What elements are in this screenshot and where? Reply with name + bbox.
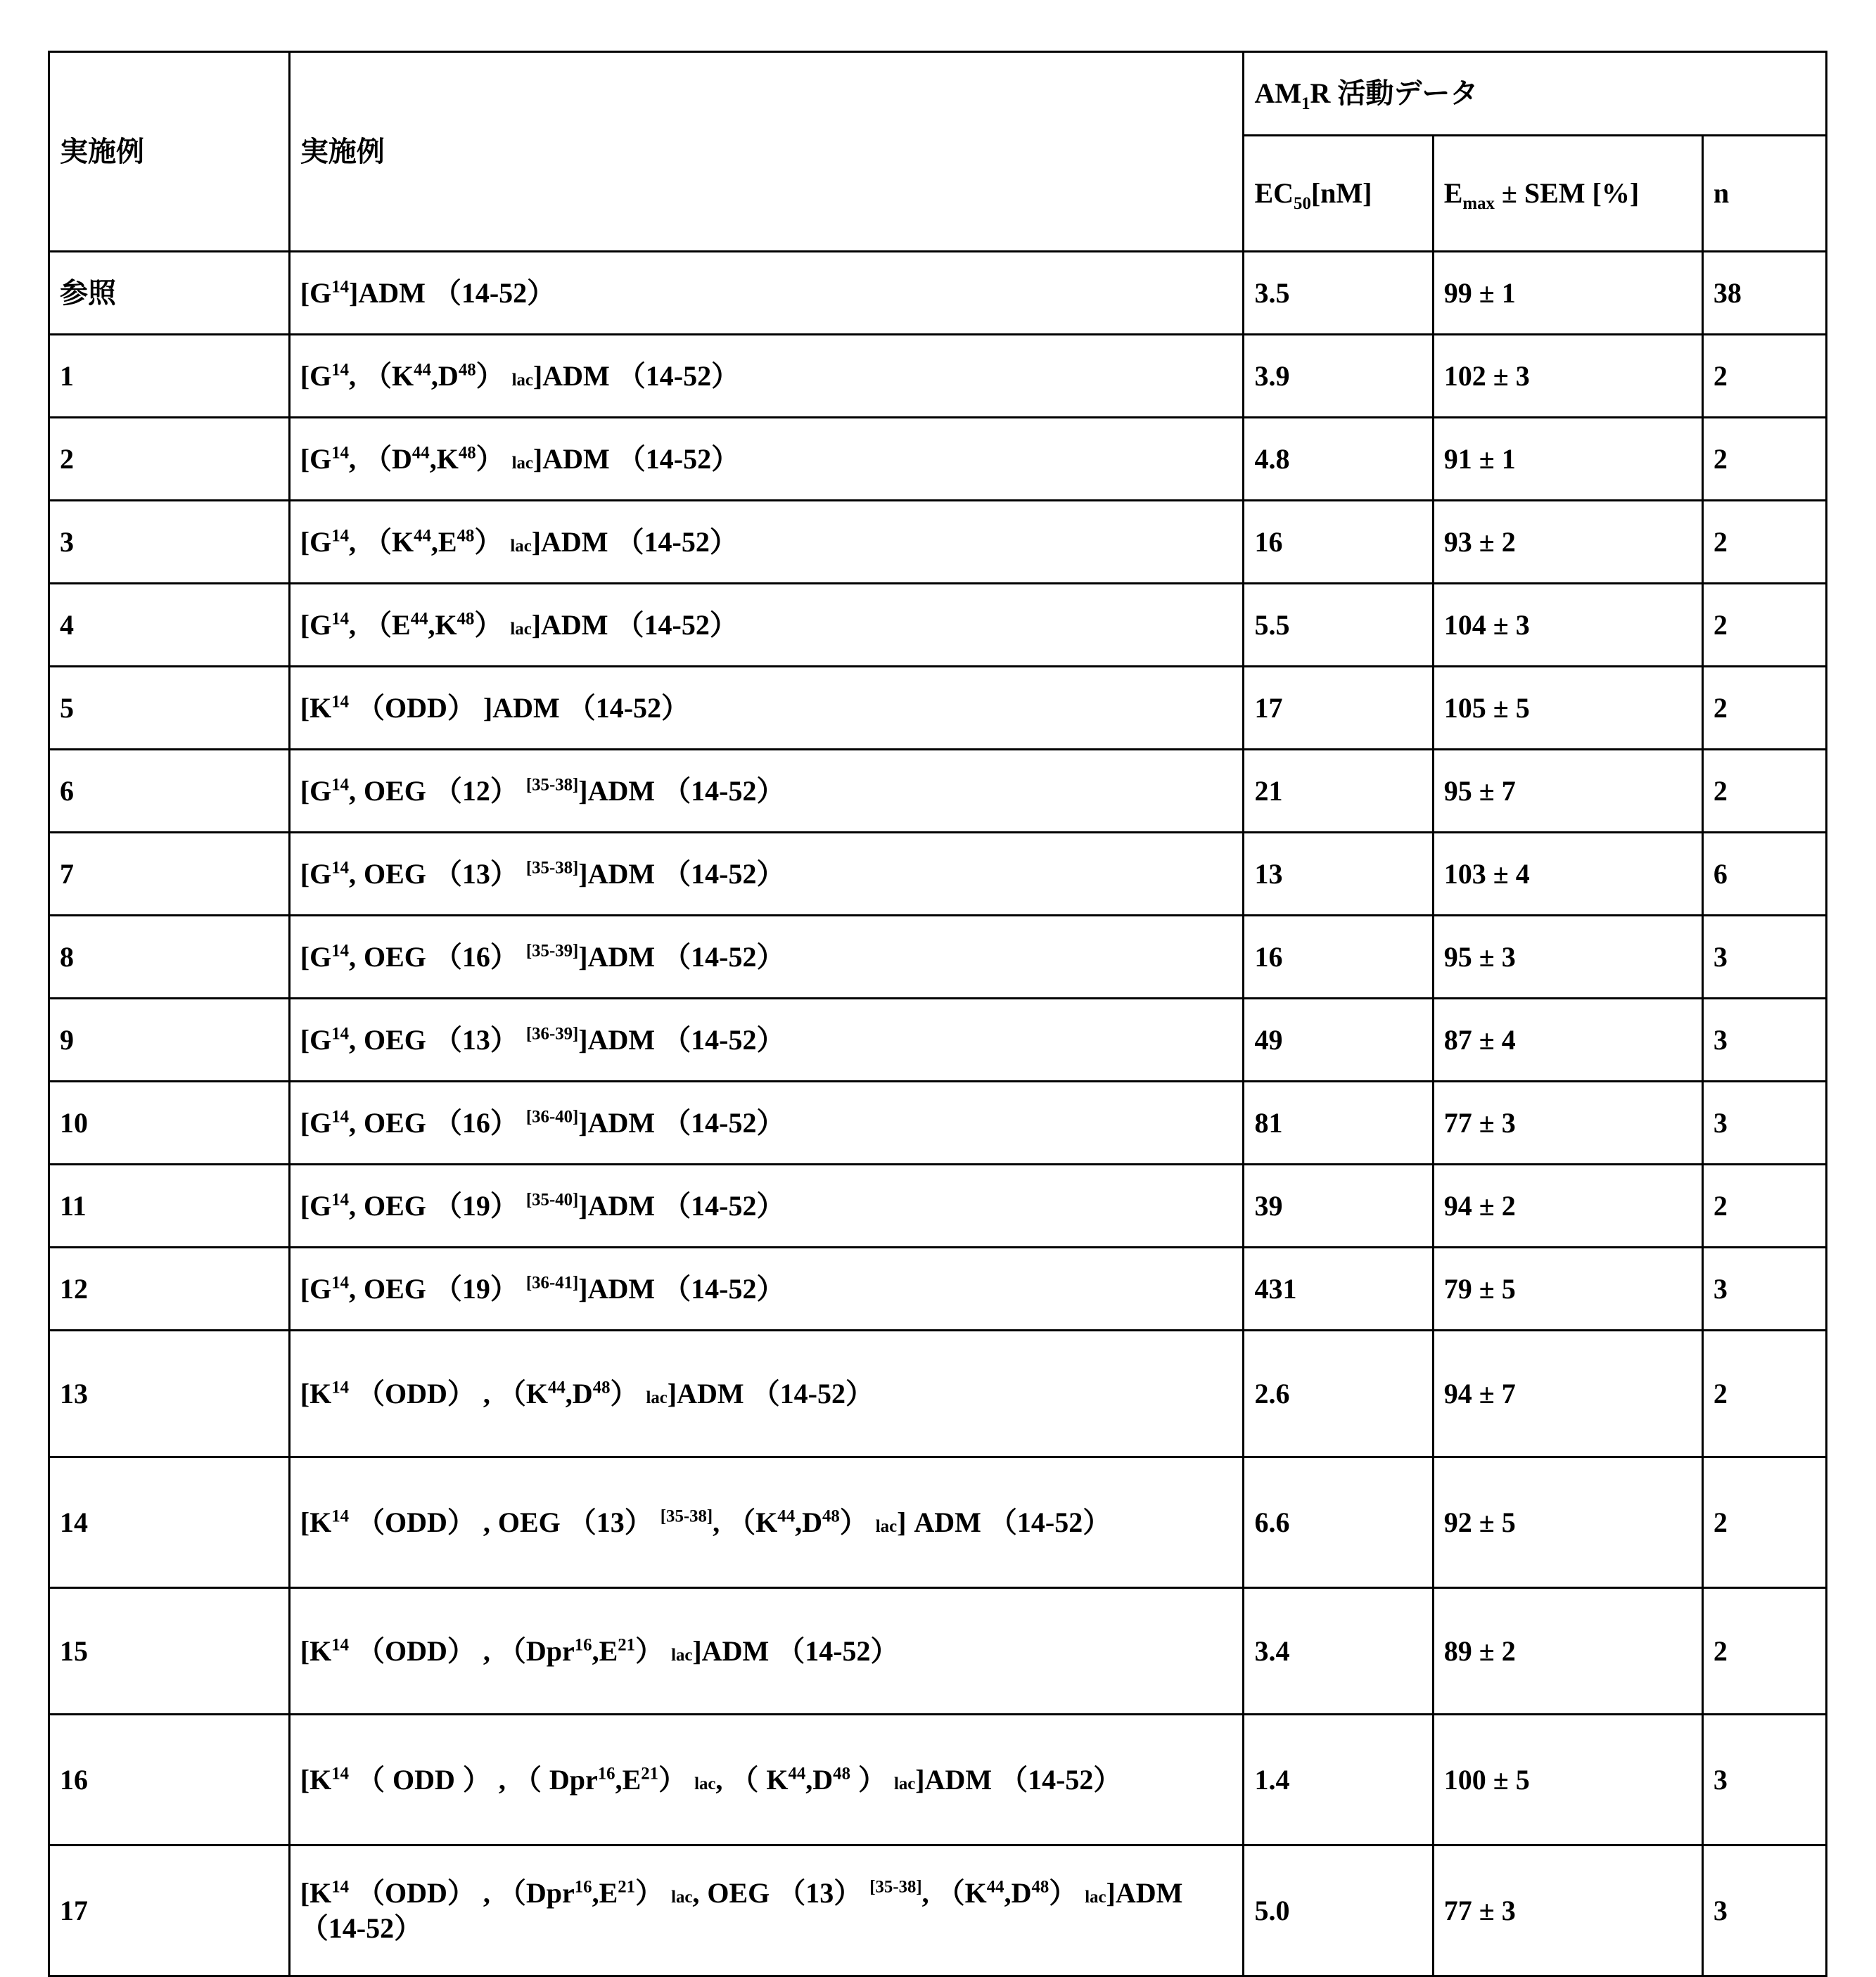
table-row: [49, 999, 1827, 1082]
cell-emax: 77 ± 3: [1433, 1845, 1702, 1976]
cell-emax: 95 ± 7: [1433, 750, 1702, 833]
cell-example-no: 2: [49, 418, 290, 501]
cell-ec50: 5.5: [1244, 584, 1433, 667]
cell-emax: 95 ± 3: [1433, 916, 1702, 999]
table-row: [49, 750, 1827, 833]
cell-sequence: [$K^{14}$ （ODD） , $(Dpr^{16},E^{21})$ lac, OEG （13） [35-38], $(K^{44},D^{48})$ lac]ADM （14-52）: [289, 1845, 1244, 1976]
cell-n: 3: [1702, 1082, 1826, 1165]
cell-example-no: 13: [49, 1331, 290, 1457]
cell-ec50: 5.0: [1244, 1845, 1433, 1976]
cell-ec50: 17: [1244, 667, 1433, 750]
cell-n: 2: [1702, 584, 1826, 667]
cell-n: 6: [1702, 833, 1826, 916]
cell-example-no: 1: [49, 335, 290, 418]
cell-sequence: [$K^{14}$ （ODD） , $(Dpr^{16},E^{21})$ lac]ADM （14-52）: [289, 1588, 1244, 1715]
cell-emax: 93 ± 2: [1433, 501, 1702, 584]
header-example: [289, 52, 1244, 252]
table-row: [49, 335, 1827, 418]
table-row: [49, 916, 1827, 999]
header-n-label: n: [1713, 177, 1730, 209]
cell-example-no: 11: [49, 1165, 290, 1248]
cell-sequence: [$G^{14}$, OEG （13） [35-38]]ADM （14-52）: [289, 833, 1244, 916]
cell-sequence: [$G^{14}$, OEG （16） [35-39]]ADM （14-52）: [289, 916, 1244, 999]
cell-example-no: 12: [49, 1248, 290, 1331]
cell-emax: 92 ± 5: [1433, 1457, 1702, 1588]
cell-emax: 79 ± 5: [1433, 1248, 1702, 1331]
table-row: [49, 1588, 1827, 1715]
table-header-row-group: [49, 52, 1827, 136]
cell-n: 2: [1702, 501, 1826, 584]
cell-example-no: 5: [49, 667, 290, 750]
cell-n: 3: [1702, 1845, 1826, 1976]
cell-sequence: [$K^{14}$ （ODD） , $(K^{44},D^{48})$ lac]ADM （14-52）: [289, 1331, 1244, 1457]
table-row: [49, 584, 1827, 667]
header-example-no: [49, 52, 290, 252]
cell-n: 2: [1702, 667, 1826, 750]
cell-ec50: 3.4: [1244, 1588, 1433, 1715]
header-activity-group: $AM_1R$ 活動データ: [1244, 52, 1827, 136]
cell-example-no: 8: [49, 916, 290, 999]
cell-example-no: 参照: [49, 252, 290, 335]
cell-ec50: 4.8: [1244, 418, 1433, 501]
cell-emax: 99 ± 1: [1433, 252, 1702, 335]
cell-example-no: 16: [49, 1715, 290, 1845]
cell-sequence: [$G^{14}$, OEG （19） [35-40]]ADM （14-52）: [289, 1165, 1244, 1248]
table-row: [49, 833, 1827, 916]
cell-ec50: 81: [1244, 1082, 1433, 1165]
table-row: [49, 418, 1827, 501]
cell-example-no: 14: [49, 1457, 290, 1588]
header-n: [1702, 136, 1826, 252]
cell-sequence: [$K^{14}$ （ODD） ]ADM （14-52）: [289, 667, 1244, 750]
cell-ec50: 431: [1244, 1248, 1433, 1331]
cell-emax: 89 ± 2: [1433, 1588, 1702, 1715]
cell-example-no: 3: [49, 501, 290, 584]
cell-ec50: 2.6: [1244, 1331, 1433, 1457]
cell-emax: 103 ± 4: [1433, 833, 1702, 916]
cell-n: 2: [1702, 418, 1826, 501]
table-row: [49, 1845, 1827, 1976]
cell-sequence: $[G^{14}]ADM$ （14-52）: [289, 252, 1244, 335]
header-example-no-label: 実施例: [60, 135, 144, 167]
cell-n: 2: [1702, 1588, 1826, 1715]
cell-example-no: 6: [49, 750, 290, 833]
cell-emax: 100 ± 5: [1433, 1715, 1702, 1845]
header-emax: $E_{max}$ ± SEM [%]: [1433, 136, 1702, 252]
cell-emax: 105 ± 5: [1433, 667, 1702, 750]
header-example-label: 実施例: [300, 135, 385, 167]
cell-emax: 104 ± 3: [1433, 584, 1702, 667]
table-row: [49, 667, 1827, 750]
table-row: [49, 501, 1827, 584]
cell-ec50: 16: [1244, 916, 1433, 999]
table-row: [49, 1165, 1827, 1248]
cell-example-no: 10: [49, 1082, 290, 1165]
cell-ec50: 21: [1244, 750, 1433, 833]
table-row: [49, 1331, 1827, 1457]
table-row: [49, 1248, 1827, 1331]
header-ec50: $EC_{50}[nM]$: [1244, 136, 1433, 252]
cell-sequence: [$G^{14}$, $(K^{44},E^{48})$ lac]ADM （14-52）: [289, 501, 1244, 584]
cell-emax: 94 ± 2: [1433, 1165, 1702, 1248]
cell-sequence: [$G^{14}$, $(K^{44},D^{48})$ lac]ADM （14-52）: [289, 335, 1244, 418]
cell-ec50: 16: [1244, 501, 1433, 584]
cell-example-no: 17: [49, 1845, 290, 1976]
cell-n: 3: [1702, 916, 1826, 999]
cell-n: 2: [1702, 335, 1826, 418]
cell-sequence: [$G^{14}$, OEG （12） [35-38]]ADM （14-52）: [289, 750, 1244, 833]
cell-n: 38: [1702, 252, 1826, 335]
cell-ec50: 6.6: [1244, 1457, 1433, 1588]
cell-n: 3: [1702, 1248, 1826, 1331]
cell-example-no: 4: [49, 584, 290, 667]
cell-emax: 77 ± 3: [1433, 1082, 1702, 1165]
table-row: [49, 1715, 1827, 1845]
cell-emax: 94 ± 7: [1433, 1331, 1702, 1457]
table-row: [49, 1082, 1827, 1165]
cell-ec50: 3.9: [1244, 335, 1433, 418]
cell-ec50: 3.5: [1244, 252, 1433, 335]
cell-sequence: [$G^{14}$, OEG （13） [36-39]]ADM （14-52）: [289, 999, 1244, 1082]
table-body: [49, 252, 1827, 1976]
cell-emax: 91 ± 1: [1433, 418, 1702, 501]
cell-sequence: [$G^{14}$, OEG （19） [36-41]]ADM （14-52）: [289, 1248, 1244, 1331]
cell-n: 2: [1702, 750, 1826, 833]
cell-example-no: 15: [49, 1588, 290, 1715]
cell-example-no: 9: [49, 999, 290, 1082]
activity-data-table: [48, 51, 1827, 1977]
cell-sequence: [$G^{14}$, $(D^{44},K^{48})$ lac]ADM （14-52）: [289, 418, 1244, 501]
cell-sequence: [$G^{14}$, $(E^{44},K^{48})$ lac]ADM （14-52）: [289, 584, 1244, 667]
cell-emax: 102 ± 3: [1433, 335, 1702, 418]
cell-n: 3: [1702, 1715, 1826, 1845]
cell-example-no: 7: [49, 833, 290, 916]
cell-sequence: [$K^{14}$ （ ODD ） , （ $Dpr^{16},E^{21}$） lac, （ $K^{44},D^{48}$ ） lac]ADM （14-52）: [289, 1715, 1244, 1845]
cell-n: 2: [1702, 1331, 1826, 1457]
cell-n: 2: [1702, 1165, 1826, 1248]
cell-ec50: 13: [1244, 833, 1433, 916]
table-row: [49, 1457, 1827, 1588]
cell-emax: 87 ± 4: [1433, 999, 1702, 1082]
cell-sequence: [$K^{14}$ （ODD） , OEG （13） [35-38], $(K^{44},D^{48})$ lac] ADM （14-52）: [289, 1457, 1244, 1588]
cell-n: 2: [1702, 1457, 1826, 1588]
cell-sequence: [$G^{14}$, OEG （16） [36-40]]ADM （14-52）: [289, 1082, 1244, 1165]
cell-ec50: 39: [1244, 1165, 1433, 1248]
cell-n: 3: [1702, 999, 1826, 1082]
table-row: [49, 252, 1827, 335]
cell-ec50: 1.4: [1244, 1715, 1433, 1845]
cell-ec50: 49: [1244, 999, 1433, 1082]
